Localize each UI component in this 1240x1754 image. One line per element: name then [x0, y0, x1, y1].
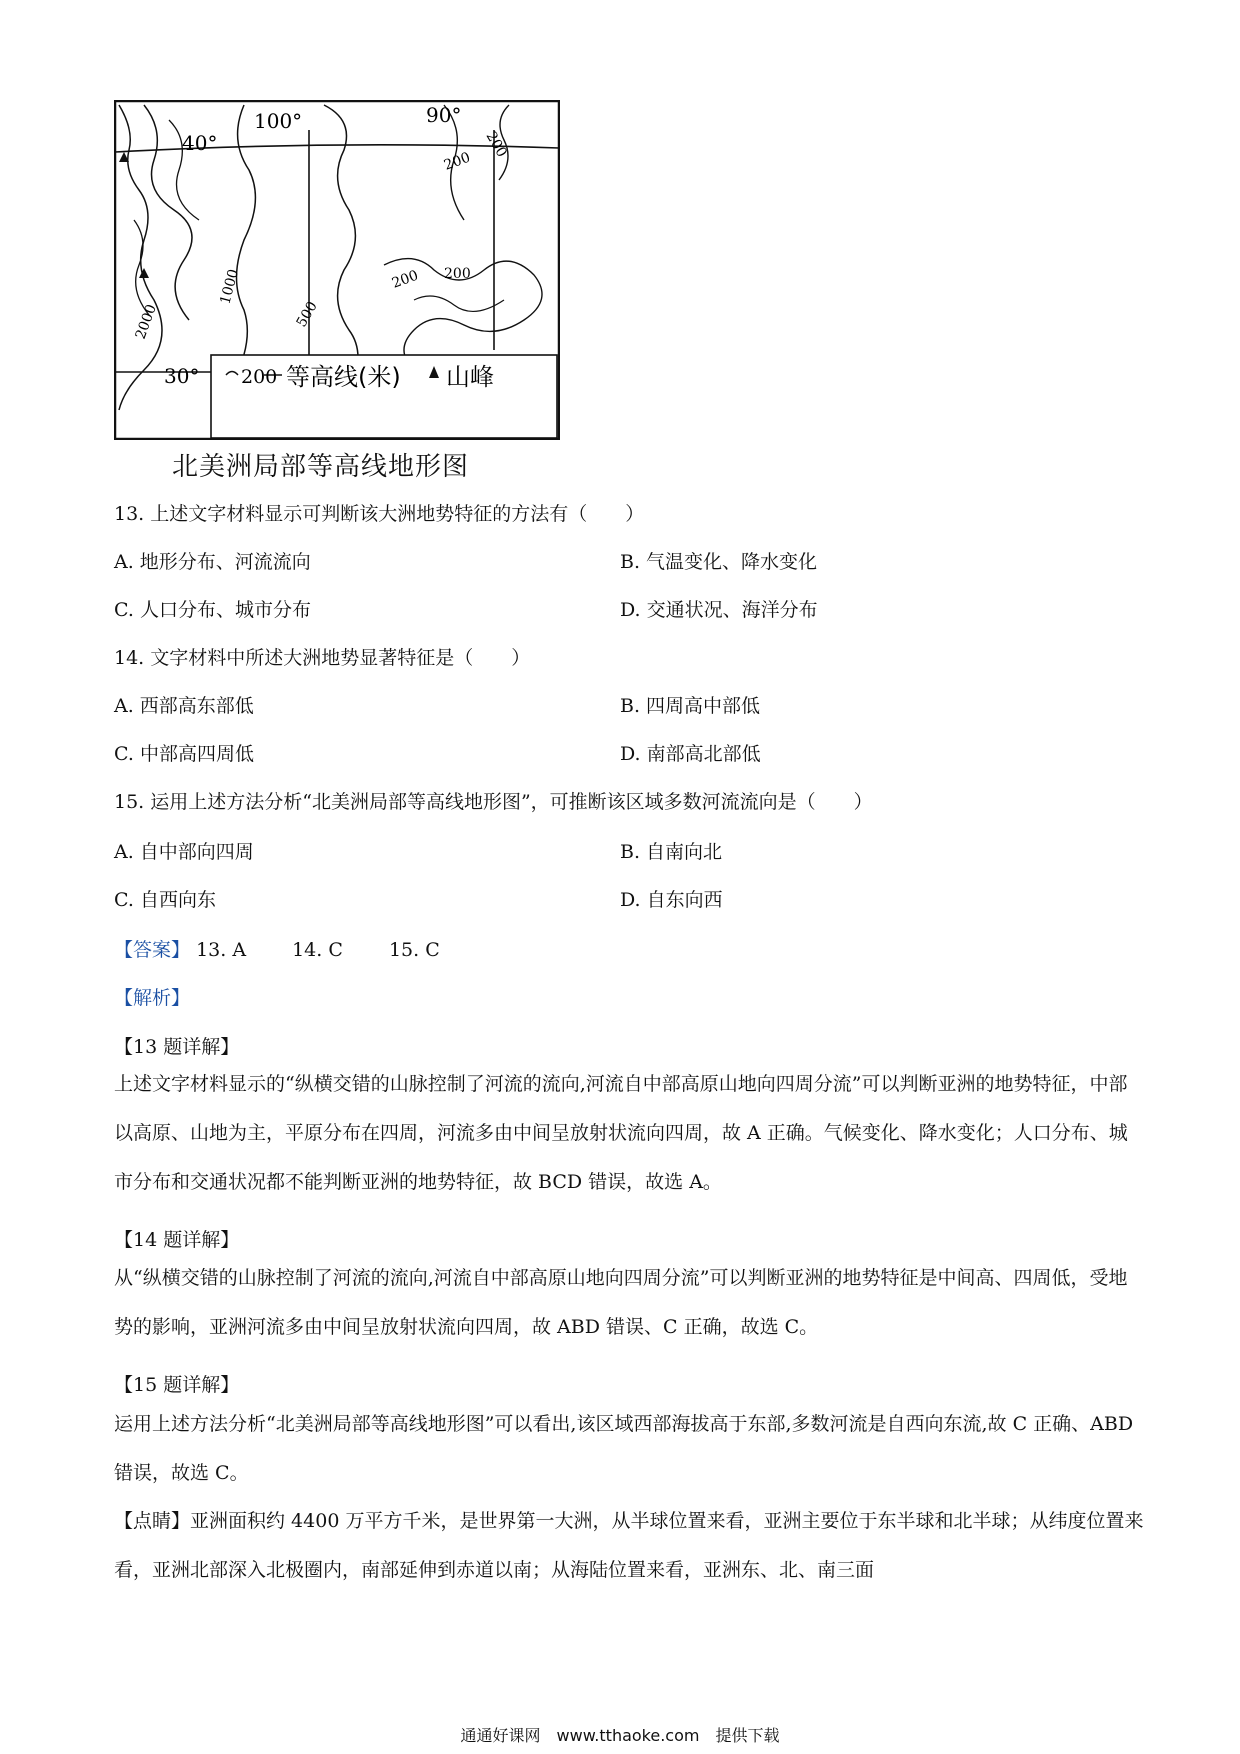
lat-30-label: 30°	[164, 364, 200, 388]
answer-15: 15. C	[388, 939, 440, 961]
question-15-option-d: D. 自东向西	[620, 889, 723, 911]
question-13-option-d: D. 交通状况、海洋分布	[620, 599, 818, 621]
legend-peak-label: 山峰	[446, 363, 494, 391]
question-13-stem: 13. 上述文字材料显示可判断该大洲地势特征的方法有（ ）	[114, 503, 645, 525]
contour-1000-label: 1000	[217, 267, 243, 307]
contour-200-label: 200	[441, 149, 473, 174]
answer-line	[114, 938, 480, 962]
detail-14-heading: 【14 题详解】	[114, 1229, 240, 1251]
contour-500-label: 500	[293, 298, 321, 330]
tip-tag: 【点睛】	[114, 1510, 191, 1532]
tip-text: 亚洲面积约 4400 万平方千米，是世界第一大洲，从半球位置来看，亚洲主要位于东半球和北半球；从纬度位置来看，亚洲北部深入北极圈内，南部延伸到赤道以南；从海陆位置来看，亚洲东、北、南三面	[114, 1510, 1144, 1581]
question-15-option-c: C. 自西向东	[114, 889, 216, 911]
detail-15-text: 运用上述方法分析“北美洲局部等高线地形图”可以看出,该区域西部海拔高于东部,多数河流是自西向东流,故 C 正确、ABD 错误，故选 C。	[114, 1413, 1134, 1484]
legend-value: 200	[241, 366, 278, 388]
contour-200-label: 200	[389, 267, 421, 292]
question-15-option-a: A. 自中部向四周	[114, 841, 254, 863]
contour-200-label: 200	[482, 129, 510, 161]
contour-map	[114, 100, 560, 440]
question-14-option-b: B. 四周高中部低	[620, 695, 761, 717]
answer-14: 14. C	[292, 939, 343, 961]
analysis-tag: 【解析】	[114, 987, 191, 1009]
question-14-option-d: D. 南部高北部低	[620, 743, 761, 765]
answer-tag: 【答案】	[114, 939, 191, 961]
question-15-stem: 15. 运用上述方法分析“北美洲局部等高线地形图”，可推断该区域多数河流流向是（ ）	[114, 791, 873, 813]
question-14-option-a: A. 西部高东部低	[114, 695, 254, 717]
question-13-option-b: B. 气温变化、降水变化	[620, 551, 818, 573]
question-14-option-c: C. 中部高四周低	[114, 743, 254, 765]
question-14-stem: 14. 文字材料中所述大洲地势显著特征是（ ）	[114, 647, 531, 669]
detail-13-text: 上述文字材料显示的“纵横交错的山脉控制了河流的流向,河流自中部高原山地向四周分流”可以判断亚洲的地势特征，中部以高原、山地为主，平原分布在四周，河流多由中间呈放射状流向四周，故 A 正确。气候变化、降水变化；人口分布、城市分布和交通状况都不能判断亚洲的地势特征，故 BCD 错误，故选 A。	[114, 1073, 1128, 1193]
lat-40-label: 40°	[182, 131, 218, 155]
detail-13-heading: 【13 题详解】	[114, 1036, 240, 1058]
tip-paragraph	[114, 1497, 1144, 1595]
legend-contour-label: 等高线(米)	[286, 363, 401, 391]
question-13-option-a: A. 地形分布、河流流向	[114, 551, 311, 573]
contour-map-svg	[114, 100, 560, 440]
question-13-option-c: C. 人口分布、城市分布	[114, 599, 311, 621]
detail-14-text: 从“纵横交错的山脉控制了河流的流向,河流自中部高原山地向四周分流”可以判断亚洲的地势特征是中间高、四周低，受地势的影响，亚洲河流多由中间呈放射状流向四周，故 ABD 错误、C 正确，故选 C。	[114, 1267, 1128, 1338]
lon-90-label: 90°	[426, 103, 462, 127]
contour-200-label: 200	[444, 266, 471, 282]
lon-100-label: 100°	[254, 109, 303, 133]
map-caption: 北美洲局部等高线地形图	[172, 452, 470, 482]
question-15-option-b: B. 自南向北	[620, 841, 723, 863]
detail-15-heading: 【15 题详解】	[114, 1374, 240, 1396]
contour-2000-label: 2000	[132, 302, 160, 342]
answer-13: 13. A	[196, 939, 247, 961]
page-footer: 通通好课网 www.tthaoke.com 提供下载	[460, 1726, 780, 1745]
